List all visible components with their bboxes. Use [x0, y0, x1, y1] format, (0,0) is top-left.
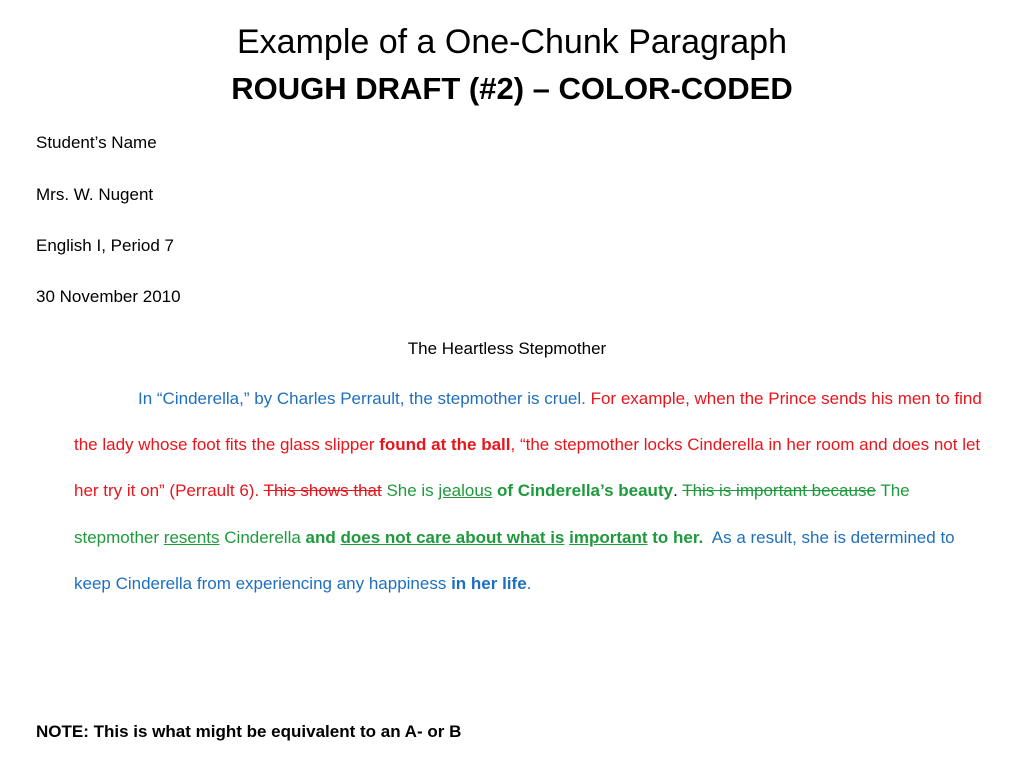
concrete-detail-bold: found at the ball: [379, 435, 511, 455]
commentary-1-period: .: [673, 481, 678, 501]
slide-subtitle: ROUGH DRAFT (#2) – COLOR-CODED: [231, 71, 793, 106]
heading-class-period: English I, Period 7: [36, 236, 174, 255]
concrete-detail-quote: , “the stepmother locks Cinderella in her room and does not let her try it on” (Perrault 6).: [74, 435, 981, 501]
commentary-2-to-her: to her.: [652, 527, 704, 547]
concluding-sentence-period: .: [526, 573, 532, 593]
heading-student-name: Student’s Name: [36, 133, 157, 152]
struck-transition-2: This is important because: [682, 481, 876, 501]
document-title: The Heartless Stepmother: [407, 339, 607, 358]
commentary-2-text: Cinderella: [224, 527, 301, 547]
note: NOTE: This is what might be equivalent to an A- or B: [36, 722, 462, 741]
color-coded-paragraph: [74, 376, 984, 607]
concrete-detail: For example, when the Prince sends his men to find the lady whose foot fits the glass slipper: [74, 389, 982, 455]
slide-title: Example of a One-Chunk Paragraph: [237, 23, 787, 61]
commentary-2-and: and: [305, 527, 336, 547]
heading-teacher: Mrs. W. Nugent: [36, 185, 154, 204]
concluding-sentence-bold: in her life: [451, 573, 527, 593]
commentary-2-does-not-care: does not care about what is: [340, 527, 565, 547]
commentary-2-underlined: resents: [163, 527, 220, 547]
commentary-2: The stepmother: [74, 481, 910, 547]
commentary-1: She is: [386, 481, 434, 501]
commentary-2-important: important: [569, 527, 648, 547]
heading-date: 30 November 2010: [36, 287, 181, 306]
topic-sentence: In “Cinderella,” by Charles Perrault, the stepmother is cruel.: [138, 389, 586, 408]
commentary-1-bold: of Cinderella’s beauty: [497, 481, 674, 501]
struck-transition-1: This shows that: [263, 481, 382, 501]
concluding-sentence: As a result, she is determined to keep Cinderella from experiencing any happiness: [74, 527, 955, 593]
commentary-1-underlined: jealous: [438, 481, 493, 501]
